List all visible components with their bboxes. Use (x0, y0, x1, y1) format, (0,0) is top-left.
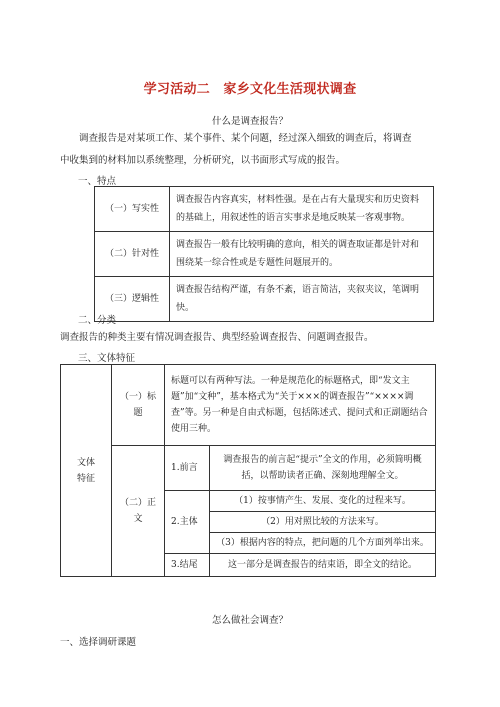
trait-desc: 调查报告结构严谨，有条不紊，语言简洁，夹叙夹议，笔调明快。 (170, 277, 434, 322)
table-row (95, 277, 434, 322)
section-heading-traits: 一、特点 (78, 176, 117, 187)
main-item: （1）按事情产生、发展、变化的过程来写。 (210, 491, 436, 512)
end-desc: 这一部分是调查报告的结束语，即全文的结论。 (210, 554, 436, 577)
question-heading-2: 怎么做社会调查？ (211, 615, 288, 626)
trait-label: （一）写实性 (95, 187, 170, 232)
body-label: （二）正 文 (112, 446, 165, 577)
section-heading-topic: 一、选择调研课题 (60, 637, 137, 648)
trait-label: （三）逻辑性 (95, 277, 170, 322)
intro-line-1: 调查报告是对某项工作、某个事件、某个问题，经过深入细致的调查后，将调查 (79, 133, 412, 144)
question-heading-1: 什么是调查报告？ (211, 116, 288, 127)
trait-desc: 调查报告内容真实，材料性强。是在占有大量现实和历史资料的基础上，用叙述性的语言实事求是地反映某一客观事物。 (170, 187, 434, 232)
table-row (95, 187, 434, 232)
traits-table (94, 186, 434, 322)
title-label: （一）标 题 (112, 365, 165, 446)
table-row (95, 232, 434, 277)
title-desc: 标题可以有两种写法。一种是规范化的标题格式，即“发文主题”加“文种”，基本格式为“关于×××的调查报告”“××××调查”等。另一种是自由式标题，包括陈述式、提问式和正副题结合使用三种。 (165, 365, 436, 446)
main-item: （2）用对照比较的方法来写。 (210, 512, 436, 533)
main-item: （3）根据内容的特点，把问题的几个方面列举出来。 (210, 533, 436, 554)
trait-label: （二）针对性 (95, 232, 170, 277)
page-title: 学习活动二 家乡文化生活现状调查 (143, 82, 357, 97)
preface-desc: 调查报告的前言起“提示”全文的作用，必须简明概括，以帮助读者正确、深刻地理解全文。 (210, 446, 436, 491)
end-label: 3.结尾 (165, 554, 210, 577)
trait-desc: 调查报告一般有比较明确的意向，相关的调查取证都是针对和围绕某一综合性或是专题性问题展开的。 (170, 232, 434, 277)
section-heading-classify: 二、分类 (78, 315, 117, 326)
preface-label: 1.前言 (165, 446, 210, 491)
section-heading-style: 三、文体特征 (78, 353, 136, 364)
intro-line-2: 中收集到的材料加以系统整理，分析研究，以书面形式写成的报告。 (60, 155, 346, 166)
classify-text: 调查报告的种类主要有情况调查报告、典型经验调查报告、问题调查报告。 (60, 332, 374, 343)
style-label: 文体 特征 (61, 365, 112, 577)
table-row (61, 446, 436, 491)
table-row (61, 365, 436, 446)
style-table (60, 364, 436, 577)
main-label: 2.主体 (165, 491, 210, 554)
